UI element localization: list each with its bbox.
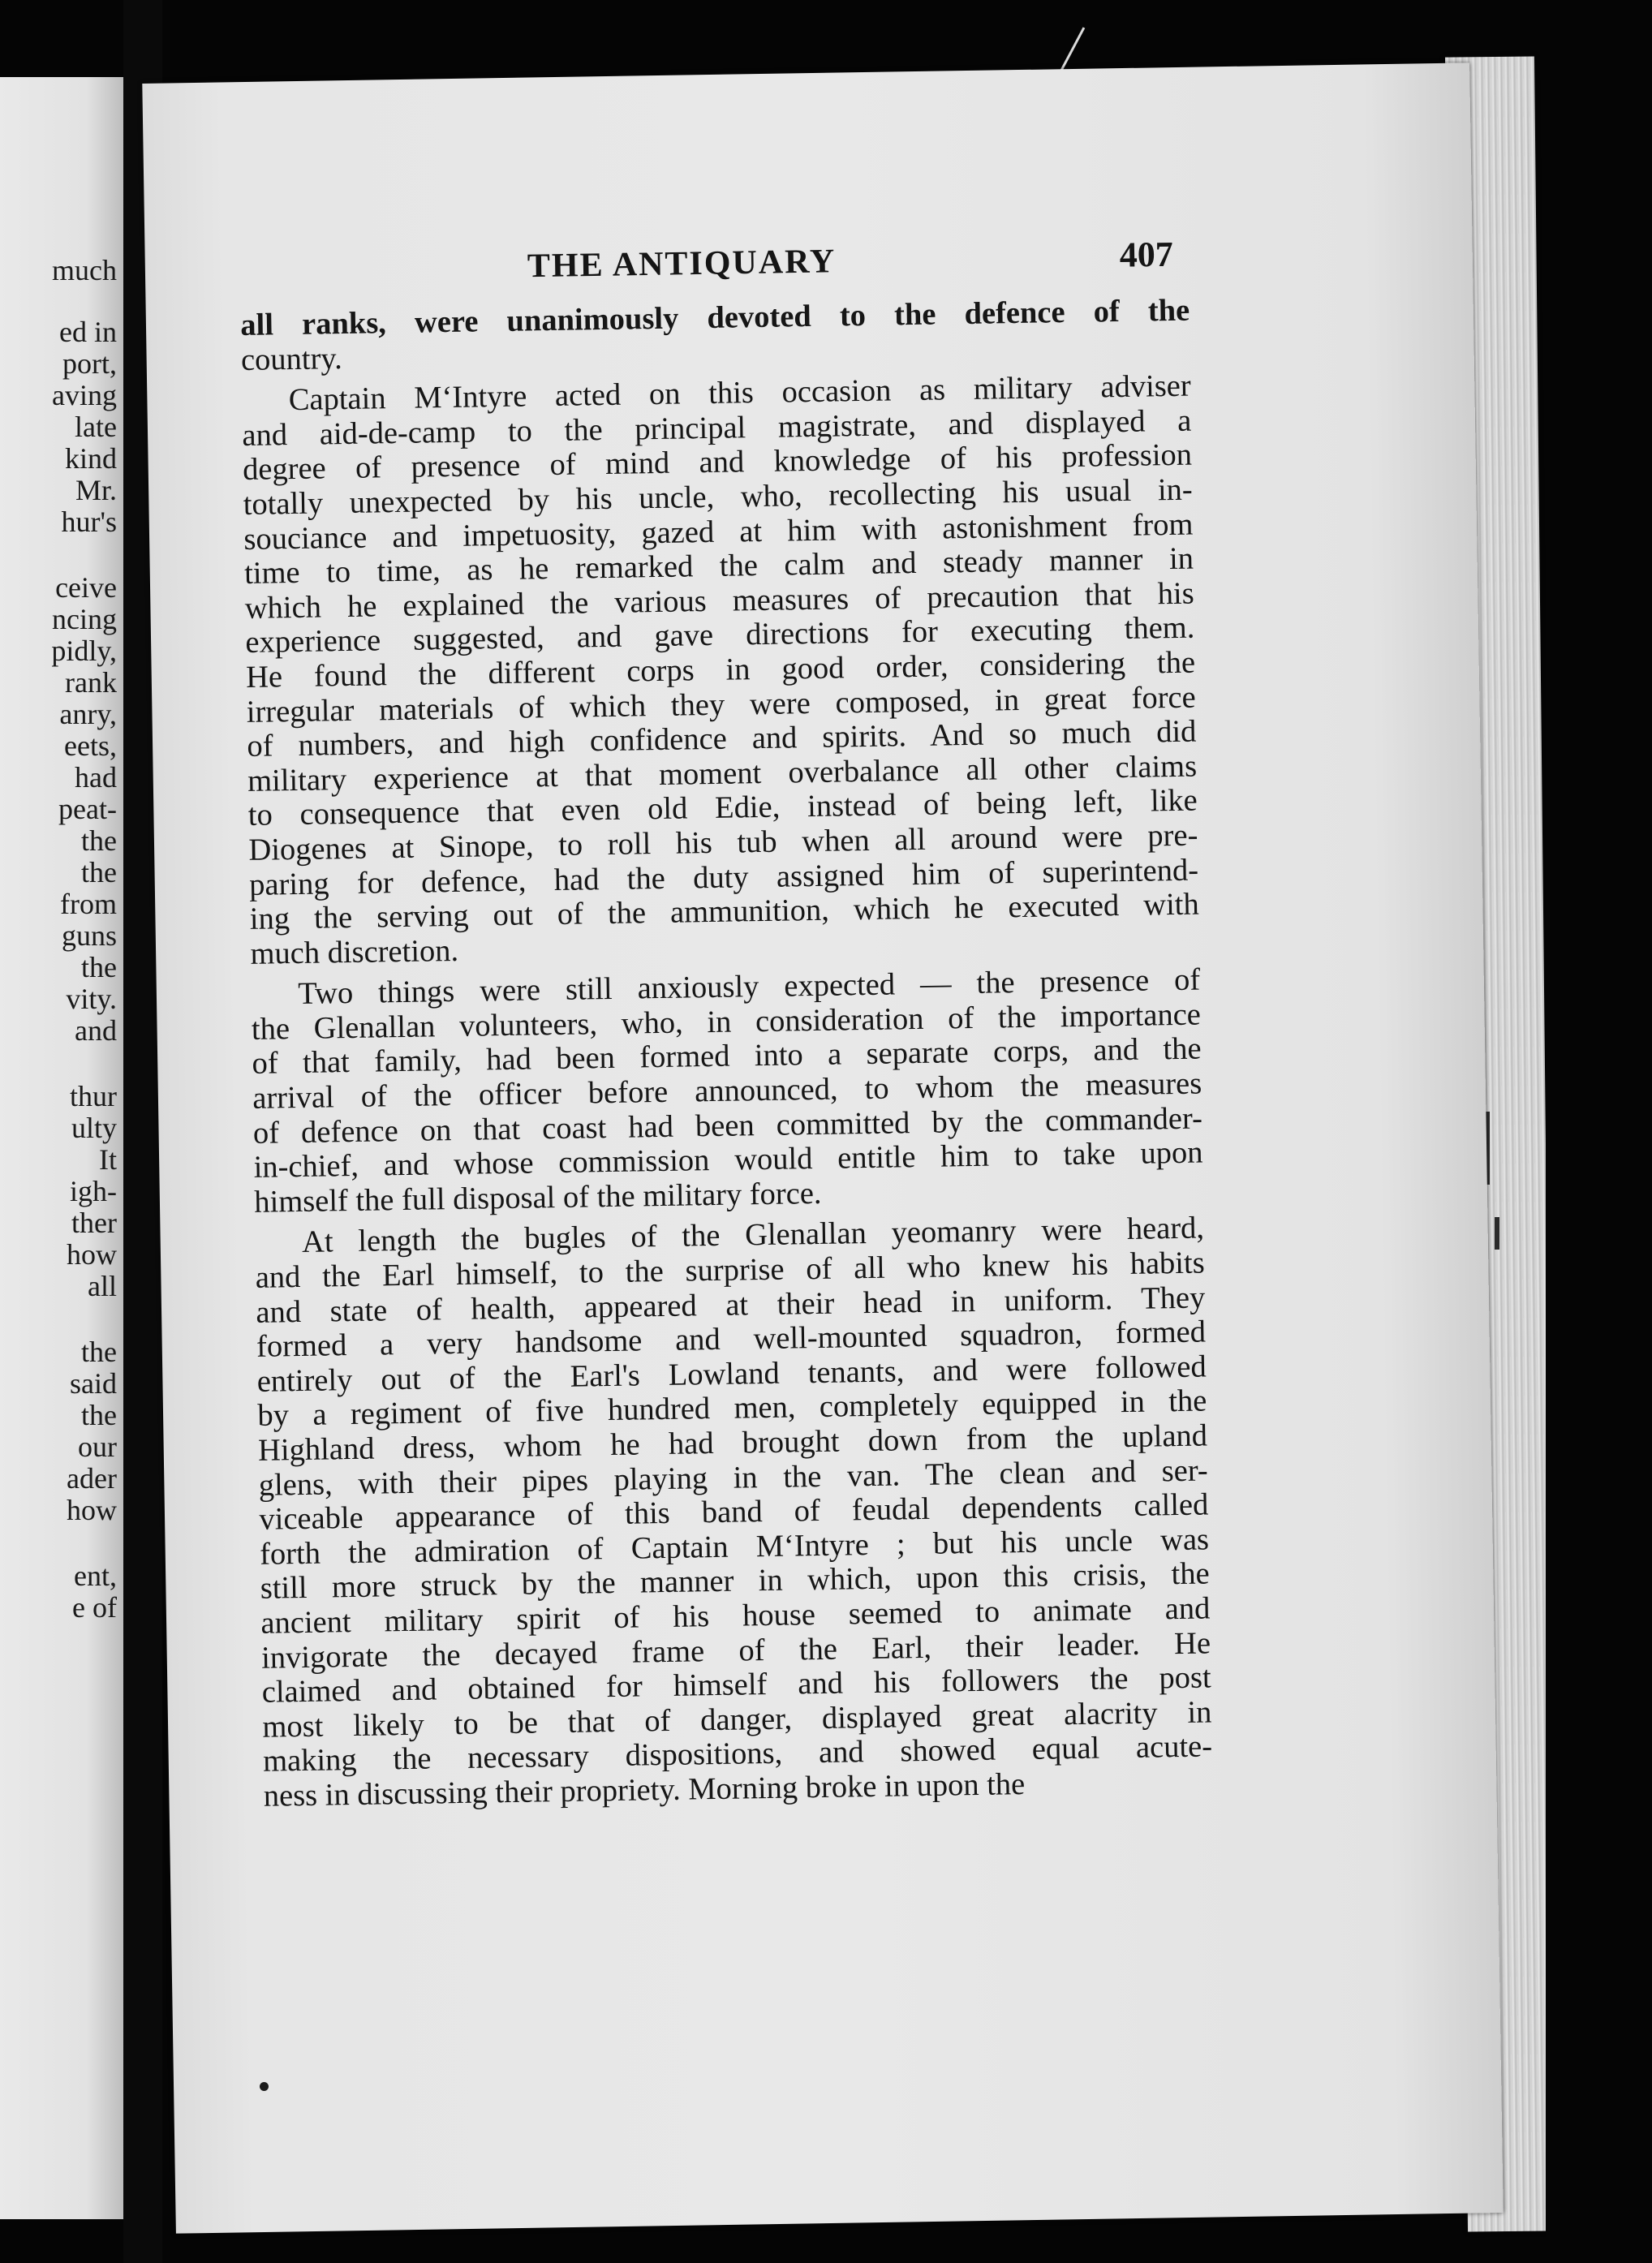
- text-line: in-chief, and whose commission would entitle him to take upon: [253, 1135, 1203, 1185]
- left-page-fragment: ceive: [55, 571, 117, 604]
- left-page-fragment: ent,: [74, 1560, 117, 1592]
- left-page-fragment: and: [75, 1014, 117, 1047]
- left-page-fragment: much: [52, 254, 117, 286]
- left-page-fragment: the: [81, 1336, 117, 1368]
- text-line: glens, with their pipes playing in the van. The clean and ser-: [258, 1453, 1208, 1503]
- left-page-fragment: ther: [71, 1207, 117, 1239]
- left-page-fragment: said: [70, 1367, 117, 1400]
- text-line: the Glenallan volunteers, who, in consideration of the importance: [251, 997, 1202, 1047]
- text-line: Diogenes at Sinope, to roll his tub when all around were pre-: [248, 818, 1198, 867]
- left-page-fragment: guns: [61, 919, 117, 952]
- paragraph: [251, 963, 1204, 1220]
- left-page-fragment: all: [88, 1270, 117, 1302]
- text-line: still more struck by the manner in which, upon this crisis, the: [260, 1556, 1210, 1607]
- text-line: of that family, had been formed into a separate corps, and the: [252, 1031, 1202, 1082]
- left-page-fragment: eets,: [64, 729, 117, 762]
- paragraph: [240, 294, 1190, 378]
- left-page-fragment: ulty: [71, 1112, 117, 1144]
- text-line: Two things were still anxiously expected — the presence of: [297, 962, 1201, 1012]
- running-title: THE ANTIQUARY: [527, 243, 837, 286]
- text-line: ancient military spirit of his house seemed to animate and: [260, 1591, 1211, 1641]
- left-page-fragment: port,: [62, 347, 117, 380]
- left-page-fragment: It: [99, 1143, 117, 1176]
- text-line: formed a very handsome and well-mounted squadron, formed: [256, 1314, 1207, 1365]
- left-page-fragment: pidly,: [51, 635, 117, 667]
- text-line: Highland dress, whom he had brought down from the upland: [257, 1418, 1208, 1468]
- left-page-fragment: kind: [64, 442, 117, 475]
- left-page-fragment: anry,: [59, 698, 117, 730]
- text-line: most likely to be that of danger, displayed great alacrity in: [262, 1695, 1212, 1745]
- text-line: irregular materials of which they were composed, in great force: [246, 680, 1197, 729]
- edge-mark: [1495, 1217, 1499, 1250]
- left-page-fragment: aving: [52, 379, 117, 411]
- text-line: and aid-de-camp to the principal magistrate, and displayed a: [242, 403, 1192, 453]
- paragraph: [255, 1211, 1213, 1813]
- left-page-fragment: late: [75, 411, 117, 443]
- text-line: of numbers, and high confidence and spirits. And so much did: [247, 714, 1197, 764]
- text-line: claimed and obtained for himself and his followers the post: [261, 1660, 1211, 1710]
- left-page-fragment: thur: [70, 1080, 117, 1112]
- text-line: paring for defence, had the duty assigned him of superintend-: [248, 853, 1199, 902]
- text-line: totally unexpected by his uncle, who, recollecting his usual in-: [243, 472, 1193, 522]
- left-page-fragment: peat-: [58, 793, 117, 825]
- text-line: ness in discussing their propriety. Morning broke in upon the: [263, 1766, 1026, 1813]
- text-line: forth the admiration of Captain M‘Intyre ; but his uncle was: [259, 1522, 1210, 1572]
- text-line: to consequence that even old Edie, instead of being left, like: [247, 783, 1198, 833]
- paragraph: [241, 369, 1199, 971]
- left-page-fragment: ader: [67, 1462, 117, 1495]
- text-line: entirely out of the Earl's Lowland tenants, and were followed: [256, 1349, 1207, 1399]
- text-line: country.: [240, 341, 343, 377]
- text-line: himself the full disposal of the military force.: [253, 1176, 822, 1220]
- left-page-fragment: from: [60, 888, 117, 920]
- text-line: arrival of the officer before announced, to whom the measures: [252, 1066, 1202, 1116]
- text-line: military experience at that moment overbalance all other claims: [247, 749, 1198, 798]
- left-page-fragment: our: [78, 1431, 117, 1463]
- text-line: souciance and impetuosity, gazed at him with astonishment from: [243, 507, 1194, 557]
- scan-background-right: [1546, 0, 1652, 2263]
- text-line: and the Earl himself, to the surprise of all who knew his habits: [255, 1246, 1205, 1295]
- text-line: making the necessary dispositions, and showed equal acute-: [262, 1729, 1213, 1779]
- left-page-fragment: the: [81, 1399, 117, 1431]
- left-page-fragment: the: [81, 951, 117, 983]
- body-text: [240, 294, 1213, 1814]
- left-page-fragment: the: [81, 856, 117, 888]
- text-line: At length the bugles of the Glenallan yeomanry were heard,: [301, 1211, 1205, 1260]
- left-page-fragment: ncing: [52, 603, 117, 635]
- left-page-fragment: how: [67, 1494, 117, 1526]
- left-facing-page: [0, 77, 123, 2219]
- text-line: viceable appearance of this band of feudal dependents called: [259, 1487, 1209, 1538]
- text-line: much discretion.: [250, 933, 459, 971]
- text-line: time to time, as he remarked the calm and steady manner in: [243, 541, 1194, 592]
- left-page-fragment: vity.: [66, 983, 117, 1015]
- left-page-fragment: Mr.: [75, 474, 117, 506]
- text-line: invigorate the decayed frame of the Earl, their leader. He: [260, 1625, 1211, 1676]
- page-number: 407: [1119, 234, 1174, 275]
- text-line: all ranks, were unanimously devoted to the defence of the: [240, 293, 1190, 342]
- text-line: of defence on that coast had been committed by the commander-: [252, 1101, 1203, 1151]
- left-page-fragment: rank: [65, 666, 117, 699]
- text-line: by a regiment of five hundred men, completely equipped in the: [257, 1383, 1207, 1434]
- text-line: ing the serving out of the ammunition, which he executed with: [249, 887, 1200, 936]
- text-line: He found the different corps in good order, considering the: [245, 645, 1196, 695]
- left-page-fragment: how: [67, 1238, 117, 1271]
- left-page-fragment: igh-: [70, 1175, 117, 1207]
- left-page-fragment: the: [81, 824, 117, 857]
- left-page-fragment: hur's: [61, 506, 117, 538]
- left-page-fragment: had: [75, 761, 117, 794]
- text-line: which he explained the various measures of precaution that his: [244, 576, 1194, 626]
- ink-dot: [260, 2082, 269, 2091]
- text-line: Captain M‘Intyre acted on this occasion as military adviser: [288, 368, 1191, 418]
- text-line: experience suggested, and gave directions for executing them.: [245, 610, 1195, 660]
- text-line: degree of presence of mind and knowledge of his profession: [242, 437, 1193, 488]
- left-page-fragment: e of: [72, 1591, 117, 1624]
- text-line: and state of health, appeared at their head in uniform. They: [256, 1280, 1206, 1330]
- left-page-fragment: ed in: [59, 316, 117, 348]
